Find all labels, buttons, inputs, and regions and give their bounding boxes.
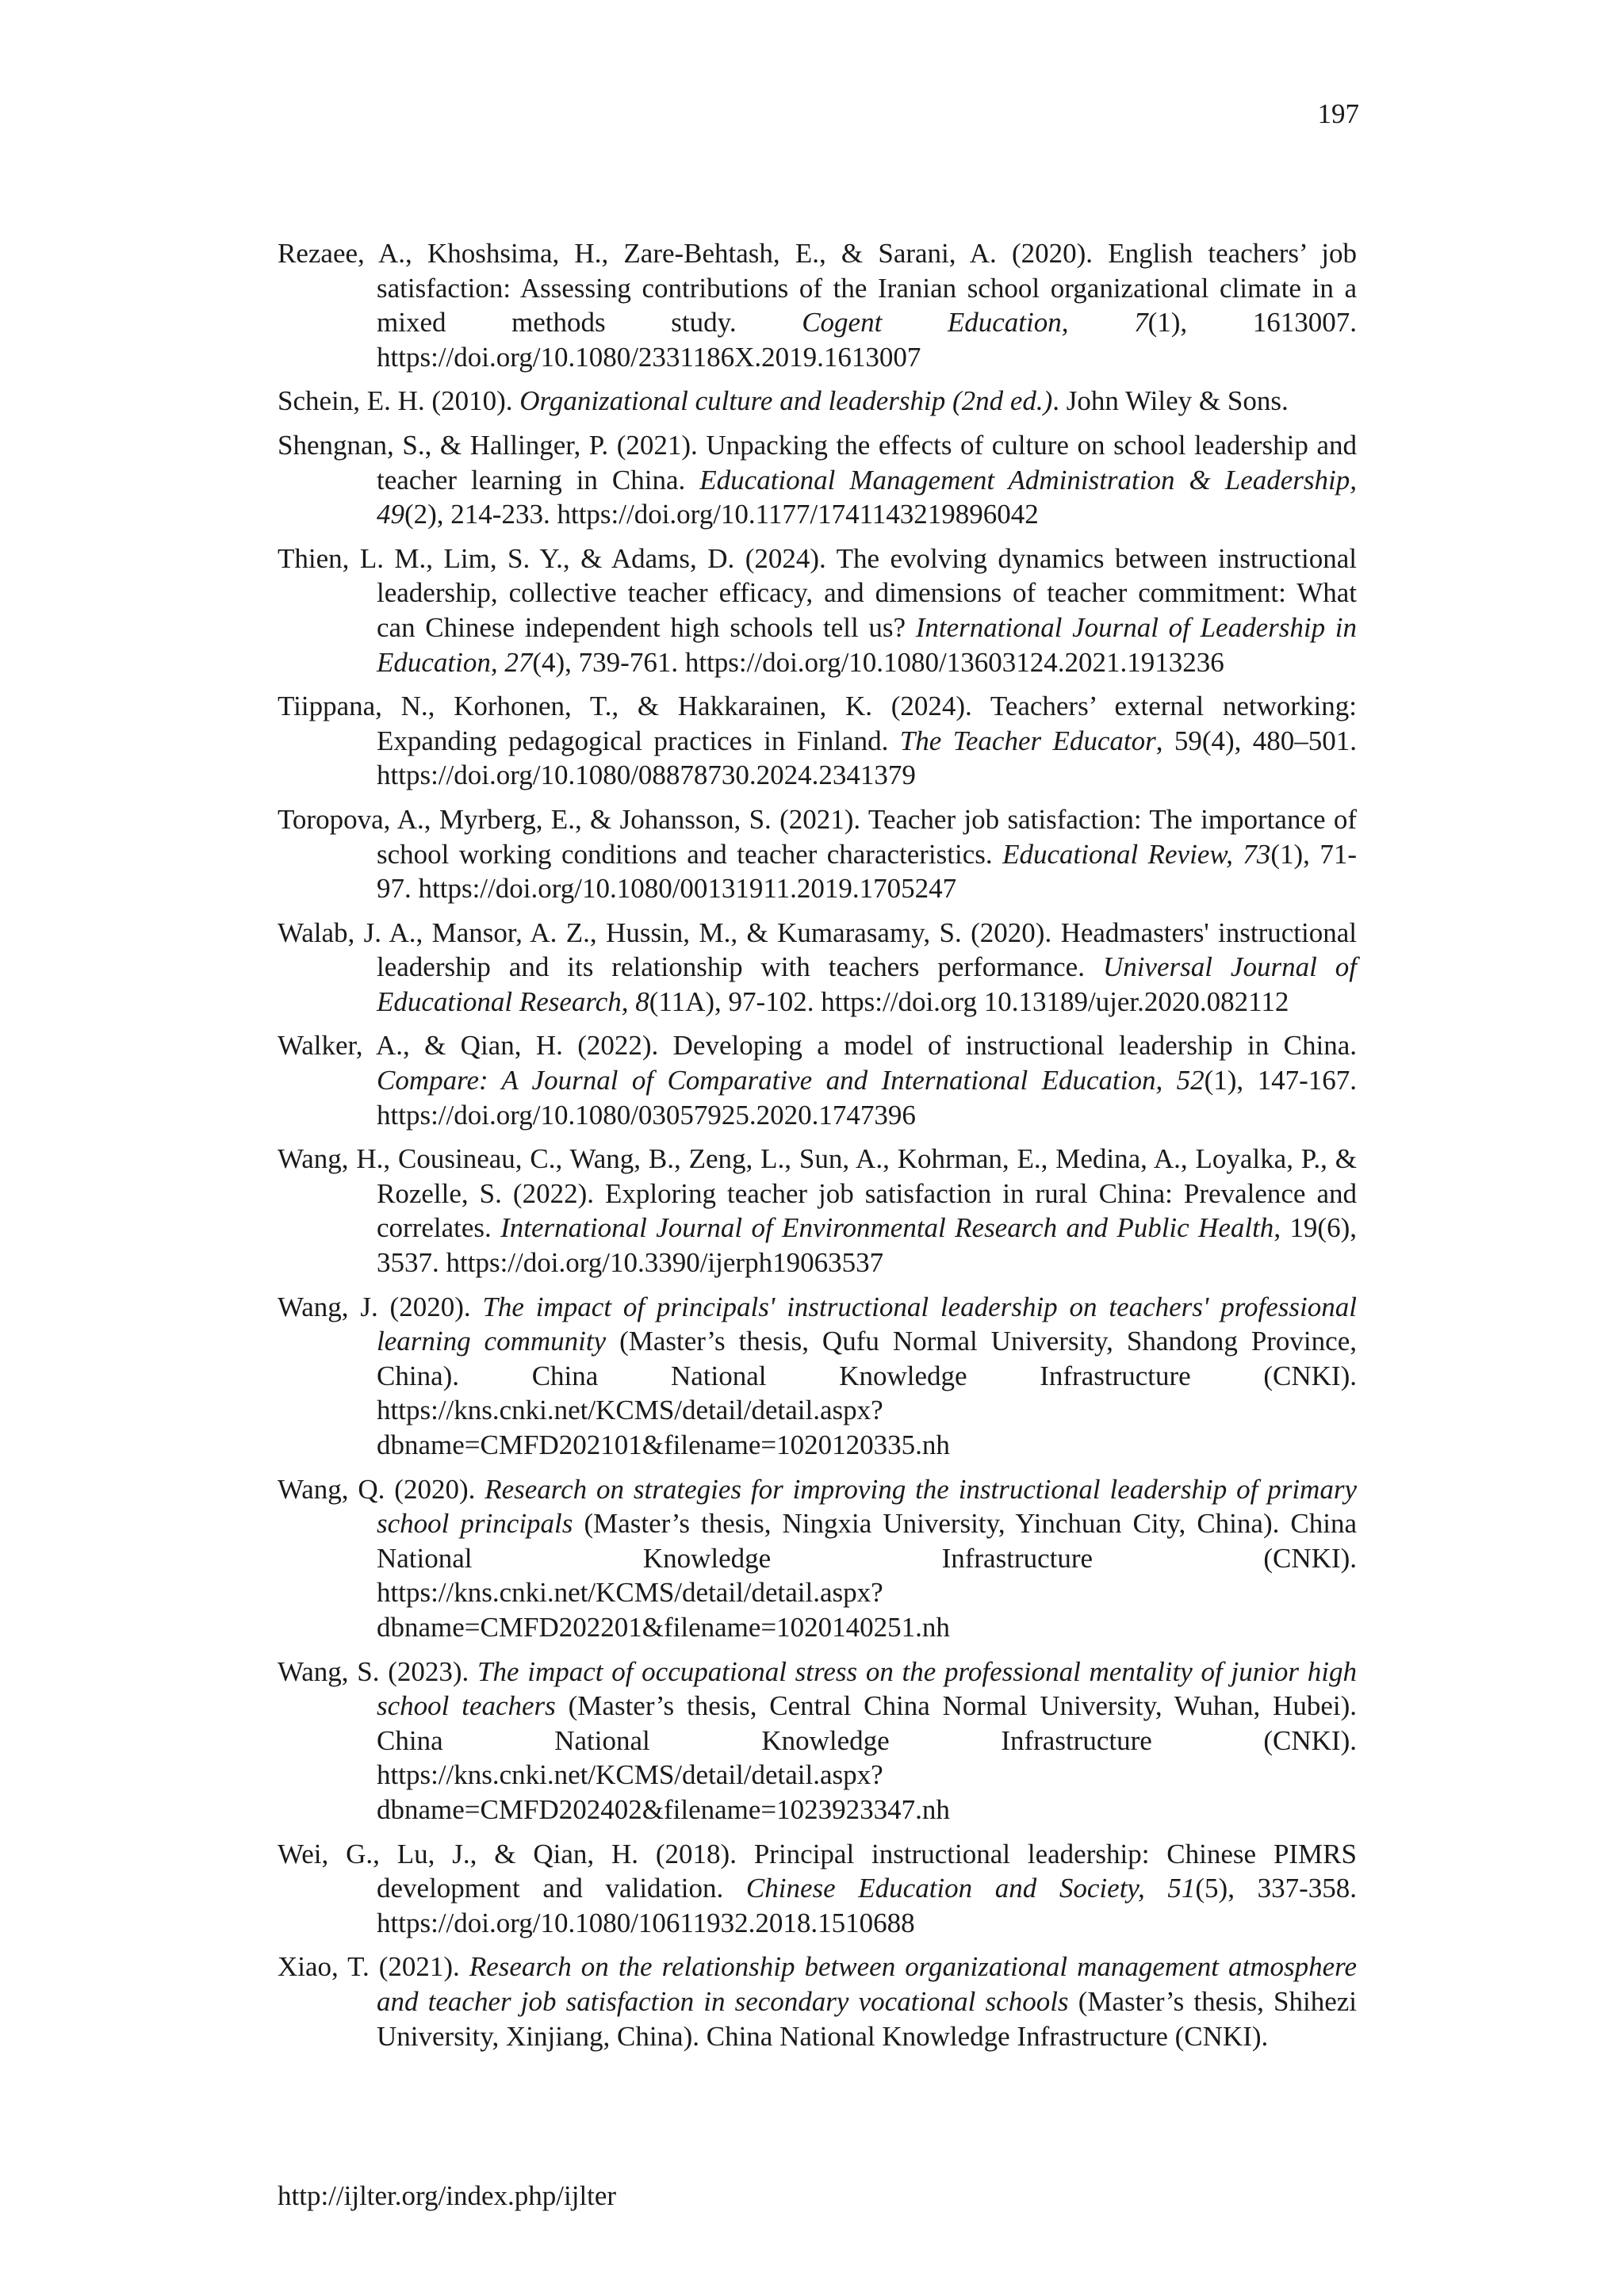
reference-entry	[278, 802, 1357, 906]
reference-text: (4), 739-761. https://doi.org/10.1080/13603124.2021.1913236	[532, 646, 1224, 678]
reference-italic-text: The impact of principals' instructional leadership on teachers' professional learning community	[377, 1291, 1357, 1357]
reference-text: , 59(4), 480–501. https://doi.org/10.1080/08878730.2024.2341379	[377, 725, 1357, 791]
reference-text: Wang, J. (2020).	[278, 1291, 483, 1322]
footer-url: http://ijlter.org/index.php/ijlter	[278, 2180, 617, 2211]
reference-text: (Master’s thesis, Shihezi University, Xinjiang, China). China National Knowledge Infrastructure (CNKI).	[377, 1985, 1357, 2052]
reference-text: Walab, J. A., Mansor, A. Z., Hussin, M., & Kumarasamy, S. (2020). Headmasters' instructional leadership and its relationship with teachers performance.	[278, 916, 1357, 983]
reference-text: Toropova, A., Myrberg, E., & Johansson, S. (2021). Teacher job satisfaction: The importance of school working conditions and teacher characteristics.	[278, 803, 1357, 870]
reference-entry	[278, 1142, 1357, 1280]
reference-italic-text: Universal Journal of Educational Research, 8	[377, 951, 1358, 1017]
reference-text: , 19(6), 3537. https://doi.org/10.3390/ijerph19063537	[377, 1212, 1357, 1279]
reference-text: Wang, H., Cousineau, C., Wang, B., Zeng, L., Sun, A., Kohrman, E., Medina, A., Loyalka, P., & Rozelle, S. (2022). Exploring teacher job satisfaction in rural China: Prevalence and correlates.	[278, 1143, 1357, 1244]
reference-entry	[278, 1837, 1357, 1941]
reference-text: (1), 71-97. https://doi.org/10.1080/00131911.2019.1705247	[377, 838, 1357, 905]
reference-entry	[278, 916, 1357, 1020]
reference-entry	[278, 1655, 1357, 1827]
reference-italic-text: International Journal of Leadership in Education, 27	[377, 611, 1357, 678]
reference-text: Schein, E. H. (2010).	[278, 385, 520, 417]
reference-italic-text: Chinese Education and Society, 51	[745, 1873, 1196, 1904]
reference-text: (5), 337-358. https://doi.org/10.1080/10611932.2018.1510688	[377, 1873, 1357, 1938]
reference-text: Wei, G., Lu, J., & Qian, H. (2018). Principal instructional leadership: Chinese PIMRS development and validation.	[278, 1838, 1357, 1904]
reference-italic-text: Educational Review, 73	[1002, 838, 1271, 870]
reference-italic-text: Research on the relationship between organizational management atmosphere and teacher job satisfaction in secondary vocational schools	[377, 1951, 1357, 2017]
reference-text: (Master’s thesis, Qufu Normal University, Shandong Province, China). China National Knowledge Infrastructure (CNKI). https://kns.cnki.net/KCMS/detail/detail.aspx?dbname=CMFD202101&filename=1020120335.nh	[377, 1326, 1357, 1460]
reference-entry	[278, 689, 1357, 793]
page-number: 197	[1317, 98, 1359, 129]
reference-list	[278, 236, 1357, 2063]
reference-text: Shengnan, S., & Hallinger, P. (2021). Unpacking the effects of culture on school leadership and teacher learning in China.	[278, 429, 1357, 496]
reference-text: . John Wiley & Sons.	[1052, 385, 1289, 417]
reference-entry	[278, 1290, 1357, 1463]
reference-text: Wang, S. (2023).	[278, 1655, 477, 1687]
reference-text: (1), 1613007. https://doi.org/10.1080/2331186X.2019.1613007	[377, 307, 1357, 373]
reference-italic-text: Compare: A Journal of Comparative and International Education, 52	[377, 1065, 1205, 1096]
reference-text: Tiippana, N., Korhonen, T., & Hakkarainen, K. (2024). Teachers’ external networking: Expanding pedagogical practices in Finland.	[278, 691, 1357, 756]
reference-text: (2), 214-233. https://doi.org/10.1177/1741143219896042	[404, 499, 1039, 530]
reference-entry	[278, 428, 1357, 532]
reference-text: (Master’s thesis, Central China Normal University, Wuhan, Hubei). China National Knowledge Infrastructure (CNKI). https://kns.cnki.net/KCMS/detail/detail.aspx?dbname=CMFD202402&filename=1023923347.nh	[377, 1690, 1357, 1825]
reference-text: (Master’s thesis, Ningxia University, Yinchuan City, China). China National Knowledge Infrastructure (CNKI). https://kns.cnki.net/KCMS/detail/detail.aspx?dbname=CMFD202201&filename=1020140251.nh	[377, 1508, 1358, 1643]
reference-italic-text: Research on strategies for improving the instructional leadership of primary school principals	[377, 1473, 1357, 1540]
reference-entry	[278, 236, 1357, 374]
reference-italic-text: Cogent Education, 7	[802, 307, 1148, 339]
reference-text: Wang, Q. (2020).	[278, 1473, 485, 1505]
reference-entry	[278, 1472, 1357, 1645]
reference-entry	[278, 1950, 1357, 2053]
reference-italic-text: The impact of occupational stress on the professional mentality of junior high school teachers	[377, 1655, 1357, 1722]
reference-text: Thien, L. M., Lim, S. Y., & Adams, D. (2024). The evolving dynamics between instructional leadership, collective teacher efficacy, and dimensions of teacher commitment: What can Chinese independent high schools tell us?	[278, 542, 1357, 643]
reference-italic-text: The Teacher Educator	[899, 725, 1156, 756]
reference-italic-text: Educational Management Administration & Leadership, 49	[377, 464, 1357, 530]
reference-text: Walker, A., & Qian, H. (2022). Developing a model of instructional leadership in China.	[278, 1030, 1357, 1062]
reference-italic-text: Organizational culture and leadership (2nd ed.)	[519, 385, 1053, 417]
reference-italic-text: International Journal of Environmental Research and Public Health	[500, 1212, 1274, 1244]
reference-entry	[278, 541, 1357, 679]
reference-text: Rezaee, A., Khoshsima, H., Zare-Behtash, E., & Sarani, A. (2020). English teachers’ job satisfaction: Assessing contributions of the Iranian school organizational climate in a mixed methods study.	[278, 238, 1357, 339]
reference-text: Xiao, T. (2021).	[278, 1951, 469, 1983]
reference-entry	[278, 384, 1357, 419]
reference-text: (1), 147-167. https://doi.org/10.1080/03057925.2020.1747396	[377, 1065, 1357, 1131]
reference-text: (11A), 97-102. https://doi.org 10.13189/ujer.2020.082112	[649, 985, 1289, 1017]
reference-entry	[278, 1028, 1357, 1132]
